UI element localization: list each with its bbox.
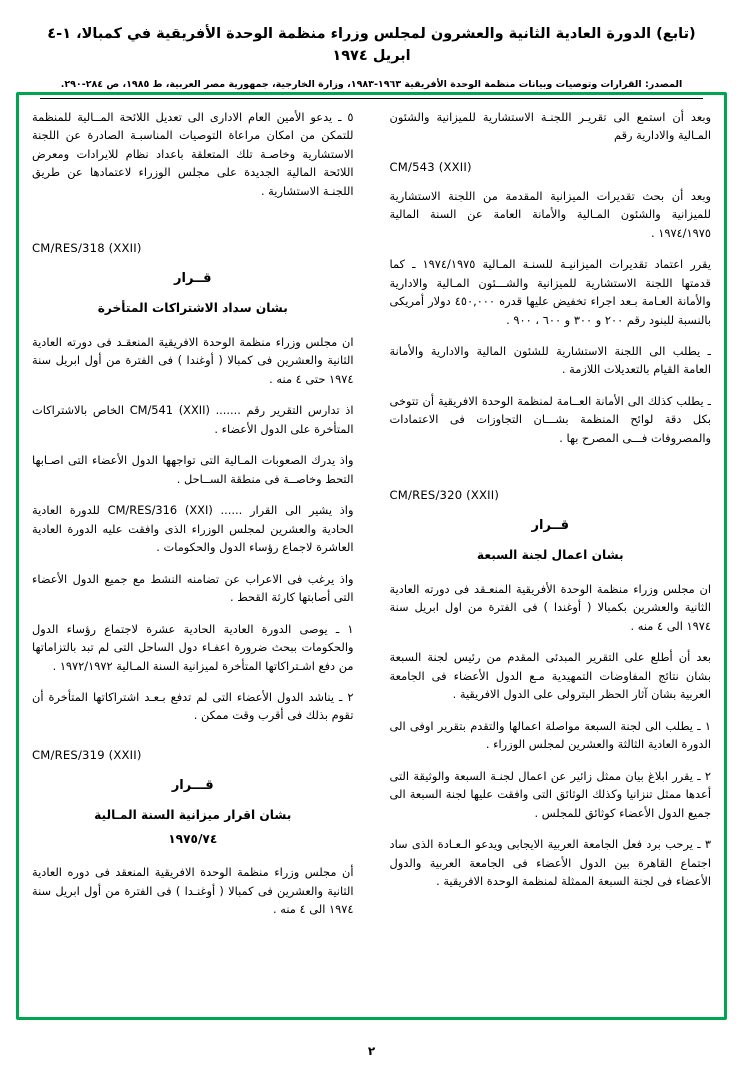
- vertical-spacer: [390, 460, 712, 486]
- body-paragraph: اذ تدارس التقرير رقم ....... (XXII) CM/541 الخاص بالاشتراكات المتأخرة على الدول الأعضاء .: [32, 403, 354, 436]
- body-paragraph: بعد أن أطلع على التقرير المبدئى المقدم من رئيس لجنة السبعة بشان نتائج المفاوضات التمهيدية مـع الدول الأعضاء فى الجامعة العربية بشان آثار الحظر البترولى على الدول الافريقية .: [389, 650, 711, 702]
- body-paragraph: ٥ ـ يدعو الأمين العام الادارى الى تعديل اللائحة المــالية للمنظمة للتمكن من امكان مراعاة التوصيات المناسبـة الصادرة عن اللجنة الاستشارية وخاصـة تلك المتعلقة باعداد نظام للايرادات ومعرض اللائحة المالية الجديدة على مجلس الوزراء لاعتمادها عن طريق اللجنـة الاستشارية .: [32, 110, 354, 198]
- source-citation: المصدر: القرارات وتوصيات وبيانات منظمة الوحدة الأفريقية ١٩٦٣-١٩٨٣، وزارة الخارجية، جمهورية مصر العربية، ط ١٩٨٥، ص ٢٨٤-٢٩٠.: [60, 78, 683, 90]
- resolution-code: CM/RES/319 (XXII): [32, 747, 142, 762]
- resolution-subject: بشان سداد الاشتراكات المتأخرة: [97, 301, 288, 316]
- page-number: ٢: [367, 1044, 376, 1058]
- resolution-code: CM/543 (XXII): [389, 159, 472, 174]
- vertical-spacer: [32, 738, 354, 746]
- body-paragraph: ٢ ـ يقرر ابلاغ بيان ممثل زائير عن اعمال لجنـة السبعة والوثيقة التى أعدها ممثل تنزانيا وكذلك الوثائق التى وافقت عليها لجنة السبعة الى جميع الدول الأعضاء كوثائق للمجلس .: [389, 768, 711, 820]
- body-paragraph: ١ ـ يطلب الى لجنة السبعة مواصلة اعمالها والتقدم بتقرير اوفى الى الدورة العادية الثالثة والعشرين لمجلس الوزراء .: [389, 718, 711, 752]
- body-paragraph: واذ يشير الى القرار ...... (XXI) CM/RES/316 للدورة العادية الحادية والعشرين لمجلس الوزراء الذى وافقت عليه الدورة العادية العاشرة لاجماع رؤساء الدول والحكومات .: [32, 503, 354, 555]
- body-paragraph: يقرر اعتماد تقديرات الميزانيـة للسنـة المـالية ١٩٧٤/١٩٧٥ ـ كما قدمتها اللجنة الاستشارية للميزانية والشـــئون المـالية والادارية والأمانة العـامة بـعد اجراء تخفيض عليها قدره ٤٥٠,٠٠٠ دولار أمريكى بالنسبة للبنود رقم ٢٠٠ و ٣٠٠ و ٦٠٠ ، ٩٠٠ .: [389, 257, 711, 327]
- body-paragraph: وبعد أن بحث تقديرات الميزانية المقدمة من اللجنة الاستشارية للميزانية والشئون المـالية والأمانة العامة عن السنة المالية ١٩٧٤/١٩٧٥ .: [389, 188, 711, 240]
- resolution-code: CM/RES/320 (XXII): [389, 488, 500, 503]
- body-paragraph: واذ يرغب فى الاعراب عن تضامنه النشط مع جميع الدول الأعضاء التى أصابتها كارثة القحط .: [32, 571, 354, 605]
- two-column-body: [32, 108, 711, 1008]
- resolution-subject-line2: ١٩٧٥/٧٤: [168, 831, 218, 846]
- resolution-heading: قــرار: [174, 271, 212, 287]
- body-paragraph: ـ يطلب كذلك الى الأمانة العــامة لمنظمة الوحدة الافريقية أن تتوخى بكل دقة لوائح المنظمة بشـــان التجاوزات فى الاعتمادات والمصروفات فـــى المصرح بها .: [389, 393, 711, 445]
- body-paragraph: ـ يطلب الى اللجنة الاستشارية للشئون المالية والادارية والأمانة العامة القيام بالتعديلات اللازمة .: [389, 344, 711, 377]
- resolution-subject: بشان اعمال لجنة السبعة: [476, 548, 624, 563]
- column-right: [390, 108, 712, 1008]
- body-paragraph: ٣ ـ يرحب برد فعل الجامعة العربية الايجابى ويدعو الـعـادة الذى ساد اجتماع القاهرة بين الدول الأعضاء فى الجامعة العربية والدول الأعضاء فى لجنة السبعة الممثلة لمنظمة الوحدة الافريقية .: [389, 837, 711, 889]
- body-paragraph: ان مجلس وزراء منظمة الوحدة الأفريقية المنعـقد فى دورته العادية الثانية والعشرين بكمبالا ( أوغندا ) فى الفترة من اول ابريل سنة ١٩٧٤ الى ٤ منه .: [389, 581, 711, 633]
- resolution-code: CM/RES/318 (XXII): [32, 241, 142, 256]
- resolution-heading: قـــرار: [171, 777, 214, 793]
- resolution-heading: قــرار: [531, 518, 569, 534]
- page-title: (تابع) الدورة العادية الثانية والعشرون لمجلس وزراء منظمة الوحدة الأفريقية في كمبالا، ١-٤ ابريل ١٩٧٤: [47, 26, 696, 64]
- body-paragraph: واذ يدرك الصعوبات المـالية التى تواجهها الدول الأعضاء التى اصـابها التحط وخاصــة فى منطقة الســاحل .: [32, 453, 354, 486]
- column-left: [32, 108, 354, 1008]
- body-paragraph: ١ ـ يوصى الدورة العادية الحادية عشرة لاجتماع رؤساء الدول والحكومات ببحث ضرورة اعفـاء دول الساحل التى لم تبد بالتزاماتها من دفع اشـتراكاتها المتأخرة لميزانية السنة المـالية ١٩٧٢/١٩٧٢ .: [32, 621, 354, 673]
- vertical-spacer: [32, 213, 354, 239]
- page-header: [0, 0, 743, 92]
- body-paragraph: ان مجلس وزراء منظمة الوحدة الافريقية المنعقـد فى دورته العادية الثانية والعشرين فى كمبالا ( أوغندا ) فى الفترة من أول ابريل سنة ١٩٧٤ حتى ٤ منه .: [32, 334, 354, 386]
- body-paragraph: ٢ ـ يناشد الدول الأعضاء التى لم تدفع بـعـد اشتراكاتها المتأخرة أن تقوم بذلك فى أقرب وقت ممكن .: [32, 689, 354, 723]
- resolution-subject: بشان اقرار ميزانية السنة المـالية: [94, 807, 292, 822]
- body-paragraph: أن مجلس وزراء منظمة الوحدة الافريقية المنعقد فى دوره العادية الثانية والعشرين فى كمبالا ( أوغنـدا ) فى الفترة من أول ابريل سنة ١٩٧٤ الى ٤ منه .: [32, 865, 354, 917]
- body-paragraph: وبعد أن استمع الى تقريـر اللجنـة الاستشارية للميزانية والشئون المـالية والادارية رقم: [389, 110, 711, 143]
